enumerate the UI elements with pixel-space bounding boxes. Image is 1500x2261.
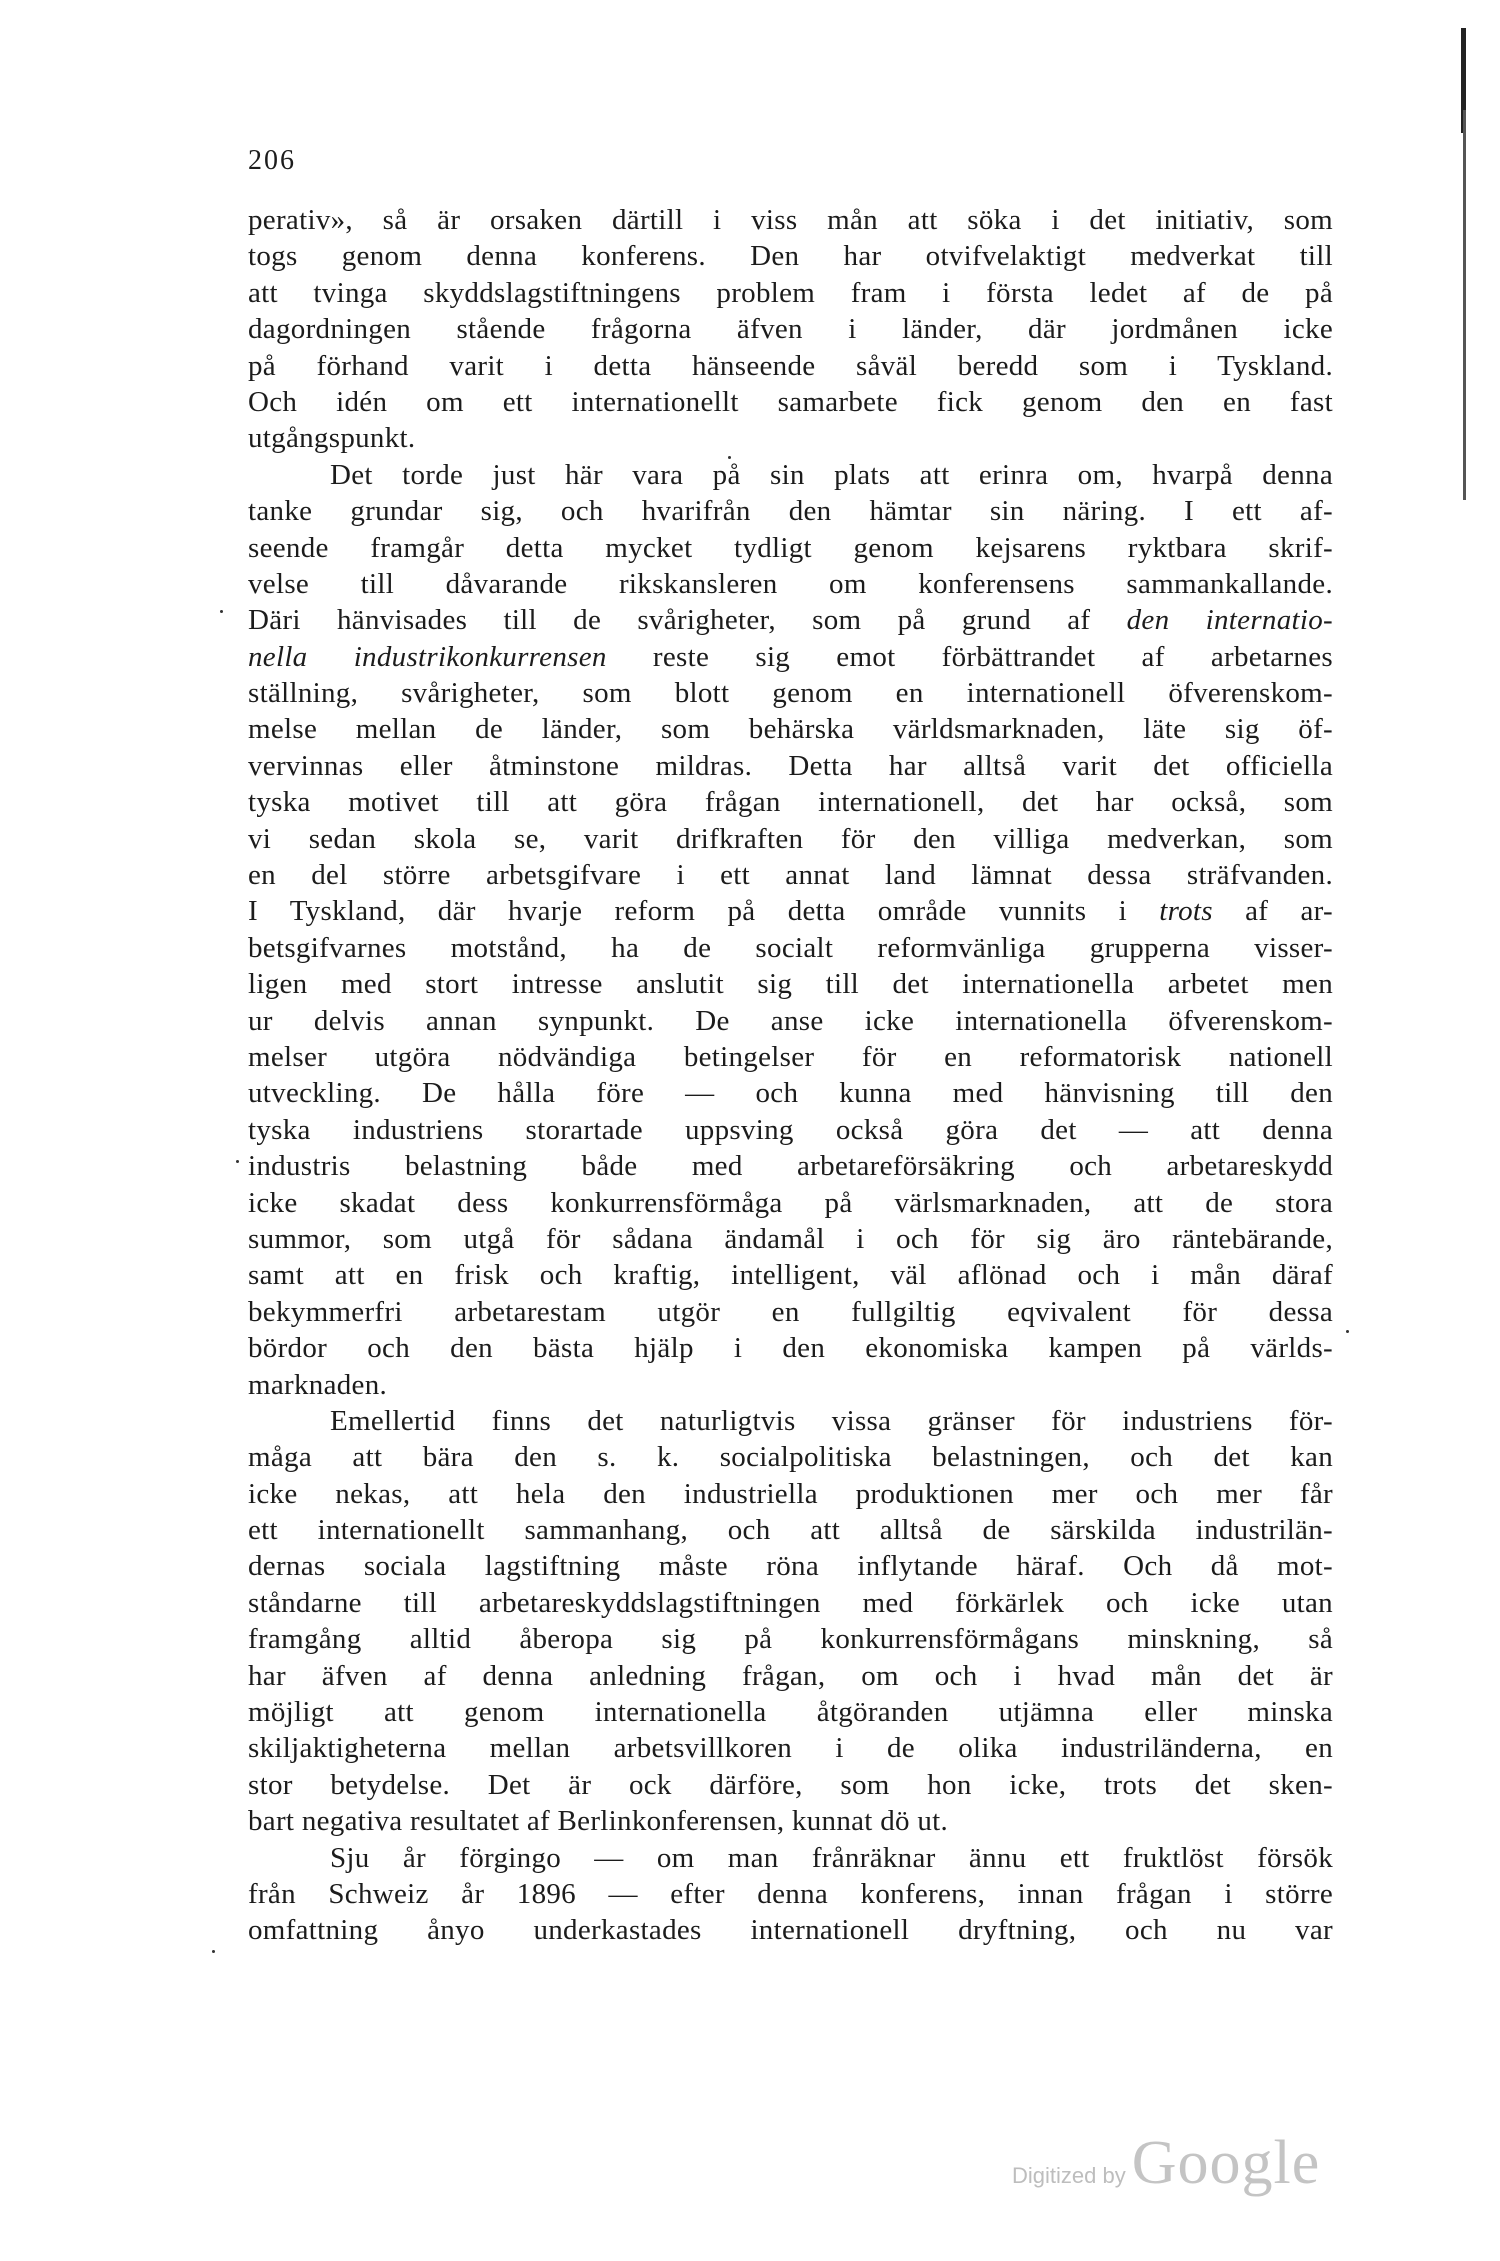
text-line: måga att bära den s. k. socialpolitiska belastningen, och det kan (248, 1441, 1333, 1474)
text-line: industris belastning både med arbetareförsäkring och arbetareskydd (248, 1150, 1333, 1183)
text-line: seende framgår detta mycket tydligt genom kejsarens ryktbara skrif- (248, 531, 1333, 564)
text-line: summor, som utgå för sådana ändamål i och för sig äro räntebärande, (248, 1222, 1333, 1255)
text-line: skiljaktigheterna mellan arbetsvillkoren i de olika industriländerna, en (248, 1732, 1333, 1765)
text-line: stor betydelse. Det är ock därföre, som hon icke, trots det sken- (248, 1768, 1333, 1801)
text-line: tyska industriens storartade uppsving också göra det — att denna (248, 1113, 1333, 1146)
watermark-caption: Digitized by (1012, 2163, 1126, 2188)
text-line: bekymmerfri arbetarestam utgör en fullgiltig eqvivalent för dessa (248, 1295, 1333, 1328)
text-segment: af ar- (1245, 895, 1333, 928)
text-line: bart negativa resultatet af Berlinkonferensen, kunnat dö ut. (248, 1805, 949, 1838)
text-line: ställning, svårigheter, som blott genom en internationell öfverenskom- (248, 677, 1333, 710)
text-line: samt att en frisk och kraftig, intelligent, väl aflönad och i mån däraf (248, 1259, 1333, 1292)
text-line (248, 639, 1333, 675)
text-line: möjligt att genom internationella åtgöranden utjämna eller minska (248, 1696, 1333, 1729)
text-line: tanke grundar sig, och hvarifrån den hämtar sin näring. I ett af- (248, 495, 1333, 528)
scan-speck (212, 1950, 215, 1953)
text-line (248, 893, 1333, 929)
text-segment: I Tyskland, där hvarje reform på detta område vunnits i (248, 895, 1127, 928)
text-line: Det torde just här vara på sin plats att erinra om, hvarpå denna (330, 458, 1333, 491)
text-line: dernas sociala lagstiftning måste röna inflytande häraf. Och då mot- (248, 1550, 1333, 1583)
text-line: Emellertid finns det naturligtvis vissa gränser för industriens för- (330, 1404, 1333, 1437)
text-line: Sju år förgingo — om man frånräknar ännu ett fruktlöst försök (330, 1841, 1333, 1874)
italic-phrase: industrikonkurrensen (353, 640, 607, 673)
google-watermark (1012, 2128, 1320, 2199)
text-line: omfattning ånyo underkastades internationell dryftning, och nu var (248, 1914, 1333, 1947)
text-line: bördor och den bästa hjälp i den ekonomiska kampen på världs- (248, 1332, 1333, 1365)
italic-phrase: nella (248, 640, 308, 673)
body-text (248, 202, 1333, 1949)
text-segment: reste sig emot förbättrandet af arbetarnes (652, 640, 1333, 673)
text-line: togs genom denna konferens. Den har otvifvelaktigt medverkat till (248, 240, 1333, 273)
scan-speck (1346, 1330, 1349, 1333)
text-line: velse till dåvarande rikskansleren om konferensens sammankallande. (248, 567, 1333, 600)
italic-phrase: trots (1159, 895, 1213, 928)
text-line: framgång alltid åberopa sig på konkurrensförmågans minskning, så (248, 1623, 1333, 1656)
text-line: marknaden. (248, 1368, 388, 1401)
text-line: ståndarne till arbetareskyddslagstiftningen med förkärlek och icke utan (248, 1586, 1333, 1619)
text-line: Och idén om ett internationellt samarbete fick genom den en fast (248, 385, 1333, 418)
text-segment: Däri hänvisades till de svårigheter, som på grund af (248, 604, 1091, 637)
text-line: melse mellan de länder, som behärska världsmarknaden, läte sig öf- (248, 713, 1333, 746)
text-line (248, 602, 1333, 638)
scan-edge-mark (1463, 110, 1466, 500)
text-line: melser utgöra nödvändiga betingelser för en reformatorisk nationell (248, 1040, 1333, 1073)
text-line: vi sedan skola se, varit drifkraften för den villiga medverkan, som (248, 822, 1333, 855)
text-line: icke skadat dess konkurrensförmåga på värlsmarknaden, att de stora (248, 1186, 1333, 1219)
text-line: att tvinga skyddslagstiftningens problem fram i första ledet af de på (248, 276, 1333, 309)
text-line: på förhand varit i detta hänseende såväl beredd som i Tyskland. (248, 349, 1333, 382)
text-line: ur delvis annan synpunkt. De anse icke internationella öfverenskom- (248, 1004, 1333, 1037)
text-line: ett internationellt sammanhang, och att alltså de särskilda industrilän- (248, 1514, 1333, 1547)
text-line: icke nekas, att hela den industriella produktionen mer och mer får (248, 1477, 1333, 1510)
google-logo: Google (1131, 2129, 1321, 2197)
text-line: tyska motivet till att göra frågan internationell, det har också, som (248, 786, 1333, 819)
text-line: vervinnas eller åtminstone mildras. Detta har alltså varit det officiella (248, 749, 1333, 782)
text-line: perativ», så är orsaken därtill i viss mån att söka i det initiativ, som (248, 204, 1333, 236)
scan-speck (236, 1160, 239, 1163)
text-line: dagordningen stående frågorna äfven i länder, där jordmånen icke (248, 313, 1333, 346)
text-line: en del större arbetsgifvare i ett annat land lämnat dessa sträfvanden. (248, 859, 1333, 892)
italic-phrase: den internatio- (1126, 604, 1333, 637)
scan-speck (728, 456, 731, 459)
text-line: utgångspunkt. (248, 422, 416, 455)
text-line: har äfven af denna anledning frågan, om och i hvad mån det är (248, 1659, 1333, 1692)
text-line: betsgifvarnes motstånd, ha de socialt reformvänliga grupperna visser- (248, 931, 1333, 964)
scan-speck (220, 610, 223, 613)
text-line: utveckling. De hålla före — och kunna med hänvisning till den (248, 1077, 1333, 1110)
text-line: ligen med stort intresse anslutit sig till det internationella arbetet men (248, 968, 1333, 1001)
page-number: 206 (248, 145, 296, 176)
text-line: från Schweiz år 1896 — efter denna konferens, innan frågan i större (248, 1877, 1333, 1910)
